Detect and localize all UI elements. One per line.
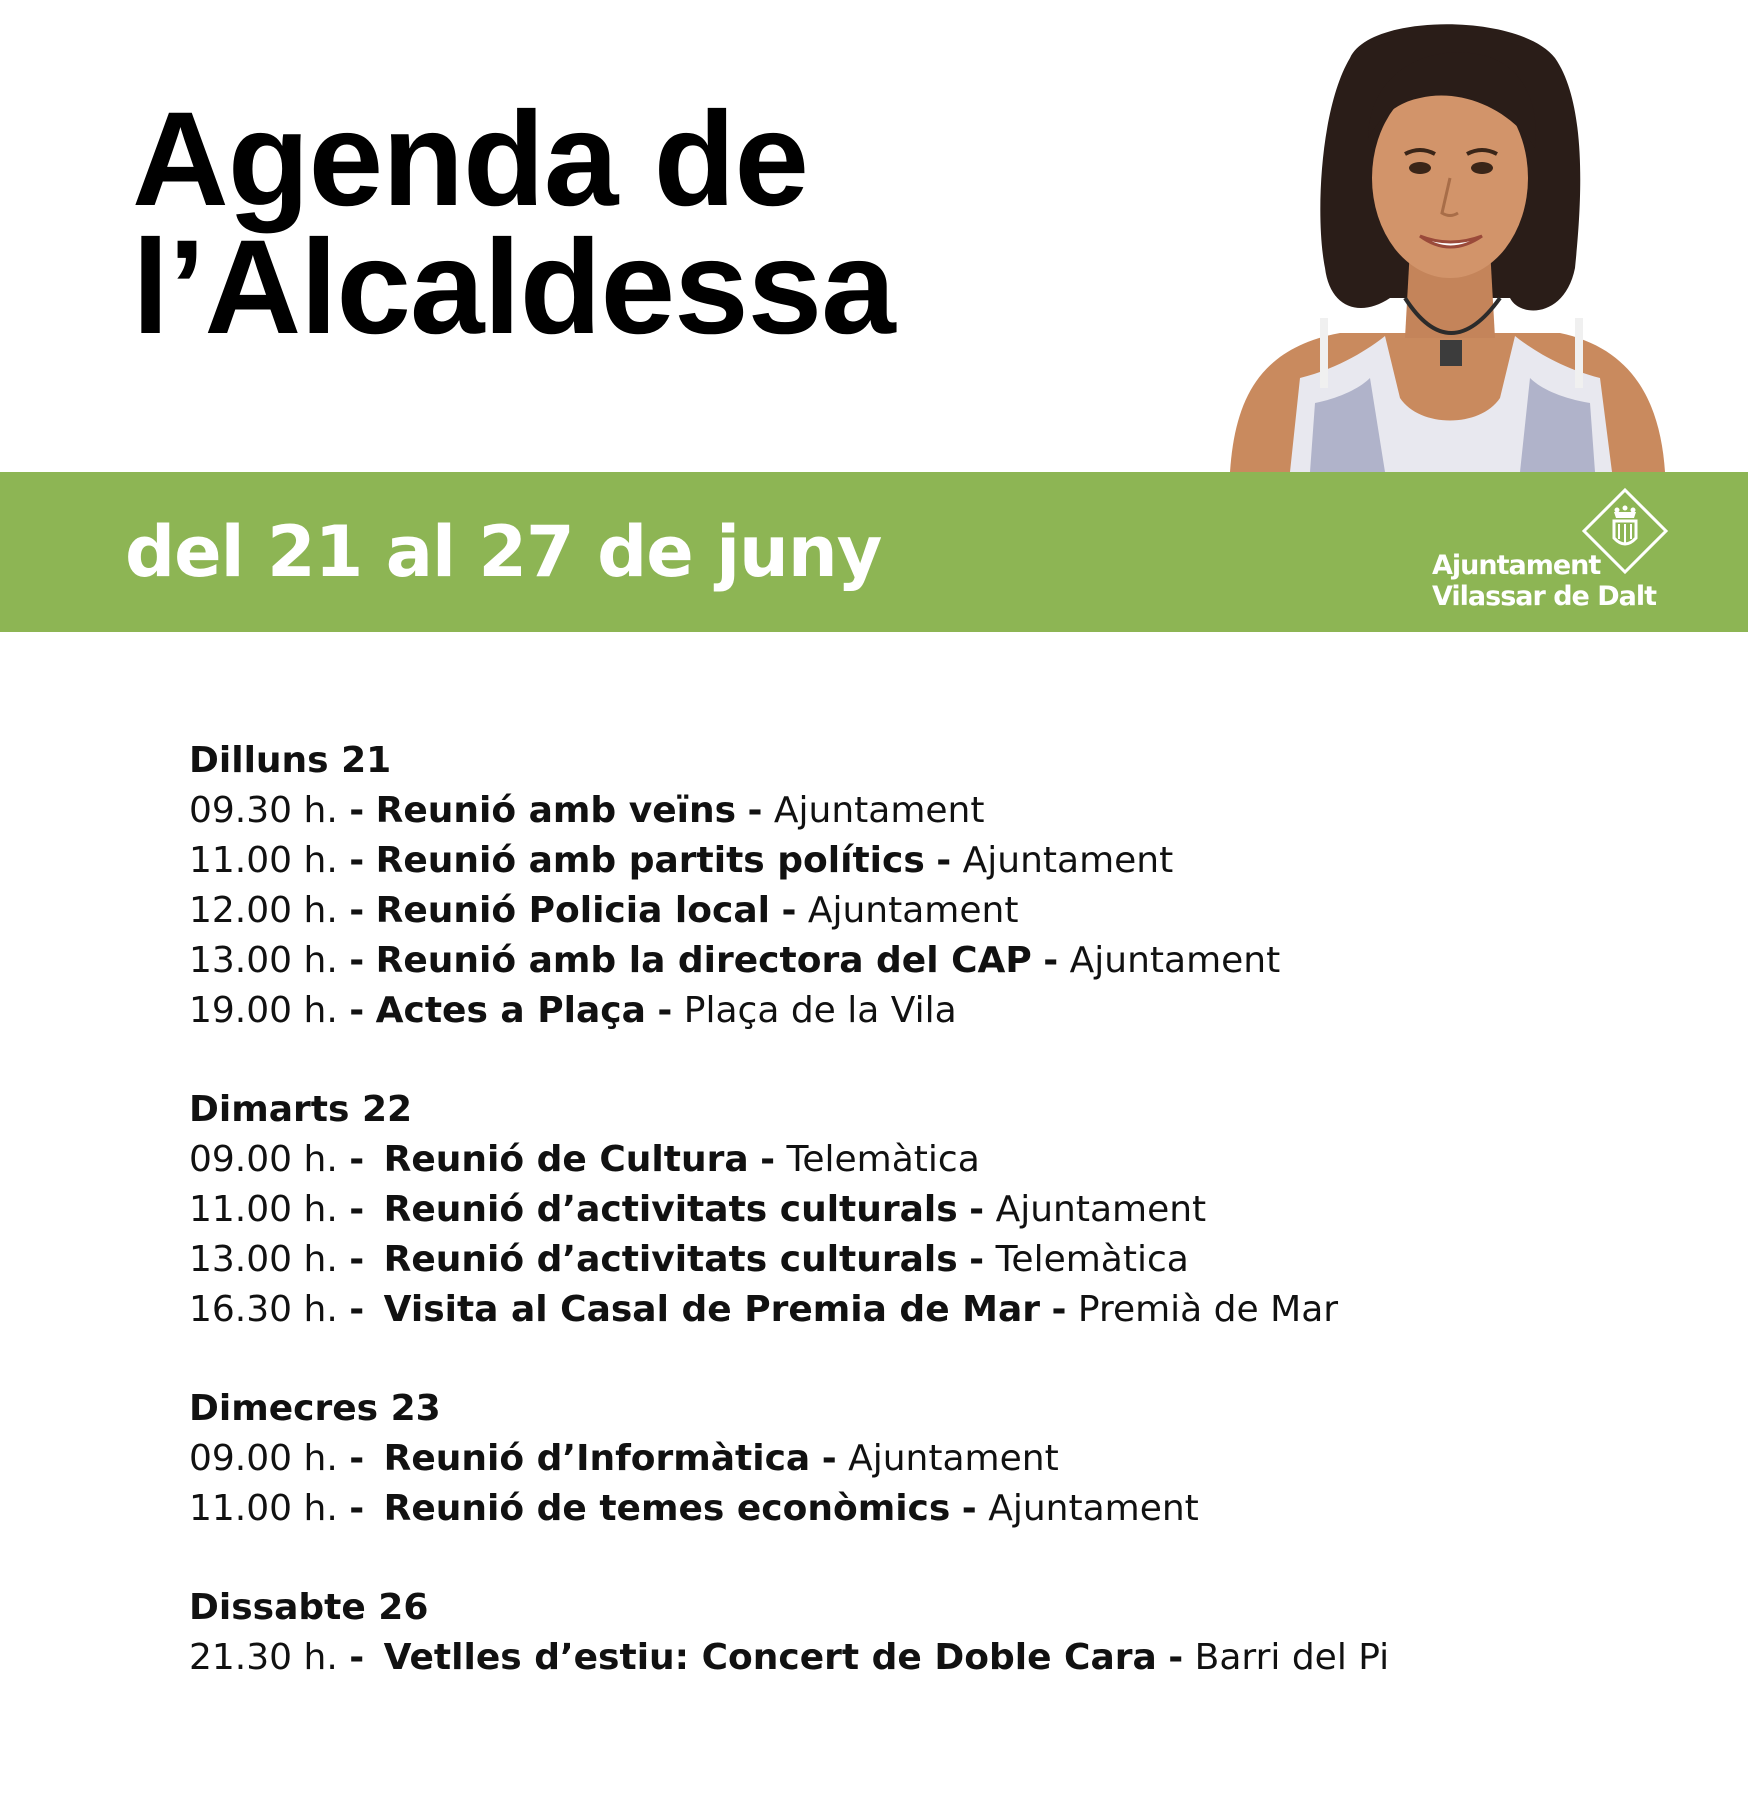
entry-time: 09.00 h.	[189, 1438, 338, 1479]
entry-time: 21.30 h.	[189, 1637, 338, 1678]
title-line-1: Agenda de	[132, 85, 808, 234]
entry-place: Ajuntament	[773, 790, 985, 831]
page-title	[132, 85, 895, 362]
agenda-entry	[189, 836, 1639, 886]
entry-separator: -	[349, 1488, 365, 1529]
entry-separator: -	[349, 790, 365, 831]
agenda-entry	[189, 786, 1639, 836]
agenda-entry	[189, 1484, 1639, 1534]
entry-place: Premià de Mar	[1077, 1289, 1339, 1330]
entry-separator: -	[349, 1139, 365, 1180]
entry-place: Telemàtica	[995, 1239, 1189, 1280]
day-section	[189, 1583, 1639, 1683]
entry-event: Reunió d’Informàtica	[383, 1438, 811, 1479]
entry-event: Reunió de temes econòmics	[383, 1488, 951, 1529]
brand-text	[1432, 550, 1656, 612]
entry-separator: -	[969, 1239, 985, 1280]
agenda-entry	[189, 1185, 1639, 1235]
entry-event: Reunió d’activitats culturals	[383, 1239, 958, 1280]
entry-separator: -	[747, 790, 763, 831]
entry-separator: -	[1168, 1637, 1184, 1678]
agenda-list	[189, 736, 1639, 1732]
entry-place: Ajuntament	[807, 890, 1019, 931]
entry-separator: -	[349, 1637, 365, 1678]
day-section	[189, 1384, 1639, 1534]
entry-separator: -	[1043, 940, 1059, 981]
entry-place: Telemàtica	[786, 1139, 980, 1180]
entry-time: 11.00 h.	[189, 1189, 338, 1230]
entry-separator: -	[349, 890, 365, 931]
entry-time: 13.00 h.	[189, 1239, 338, 1280]
entry-separator: -	[349, 940, 365, 981]
entry-separator: -	[821, 1438, 837, 1479]
entry-separator: -	[936, 840, 952, 881]
entry-place: Plaça de la Vila	[683, 990, 957, 1031]
entry-place: Ajuntament	[988, 1488, 1199, 1529]
entry-place: Ajuntament	[1069, 940, 1281, 981]
agenda-entry	[189, 1135, 1639, 1185]
agenda-entry	[189, 1434, 1639, 1484]
agenda-entry	[189, 886, 1639, 936]
entry-event: Reunió d’activitats culturals	[383, 1189, 958, 1230]
entry-event: Vetlles d’estiu: Concert de Doble Cara	[383, 1637, 1157, 1678]
entry-place: Ajuntament	[962, 840, 1174, 881]
brand-line-1: Ajuntament	[1432, 550, 1601, 581]
entry-time: 09.00 h.	[189, 1139, 338, 1180]
entry-separator: -	[781, 890, 797, 931]
entry-separator: -	[969, 1189, 985, 1230]
entry-separator: -	[349, 1289, 365, 1330]
entry-time: 09.30 h.	[189, 790, 338, 831]
entry-event: Actes a Plaça	[375, 990, 646, 1031]
entry-event: Reunió de Cultura	[383, 1139, 749, 1180]
entry-place: Ajuntament	[848, 1438, 1059, 1479]
agenda-entry	[189, 1285, 1639, 1335]
agenda-entry	[189, 1235, 1639, 1285]
day-section	[189, 736, 1639, 1036]
day-title: Dilluns 21	[189, 740, 392, 781]
entry-time: 13.00 h.	[189, 940, 338, 981]
ajuntament-logo	[1430, 486, 1680, 616]
day-title: Dimecres 23	[189, 1388, 441, 1429]
entry-event: Reunió amb la directora del CAP	[375, 940, 1032, 981]
entry-time: 19.00 h.	[189, 990, 338, 1031]
agenda-entry	[189, 986, 1639, 1036]
entry-time: 11.00 h.	[189, 1488, 338, 1529]
entry-separator: -	[1051, 1289, 1067, 1330]
entry-event: Reunió Policia local	[375, 890, 770, 931]
title-line-2: l’Alcaldessa	[132, 213, 895, 362]
entry-time: 16.30 h.	[189, 1289, 338, 1330]
date-range: del 21 al 27 de juny	[125, 511, 882, 593]
day-title: Dissabte 26	[189, 1587, 429, 1628]
entry-event: Reunió amb veïns	[375, 790, 737, 831]
entry-separator: -	[961, 1488, 977, 1529]
entry-separator: -	[349, 1438, 365, 1479]
entry-separator: -	[349, 1239, 365, 1280]
day-title: Dimarts 22	[189, 1089, 413, 1130]
day-section	[189, 1085, 1639, 1335]
entry-place: Ajuntament	[995, 1189, 1207, 1230]
entry-event: Reunió amb partits polítics	[375, 840, 925, 881]
entry-separator: -	[349, 1189, 365, 1230]
entry-separator: -	[760, 1139, 776, 1180]
date-band	[0, 472, 1748, 632]
header	[0, 0, 1748, 472]
entry-separator: -	[349, 990, 365, 1031]
agenda-entry	[189, 1633, 1639, 1683]
agenda-entry	[189, 936, 1639, 986]
mayor-portrait	[1220, 18, 1680, 472]
entry-time: 11.00 h.	[189, 840, 338, 881]
entry-separator: -	[657, 990, 673, 1031]
entry-event: Visita al Casal de Premia de Mar	[383, 1289, 1041, 1330]
entry-time: 12.00 h.	[189, 890, 338, 931]
entry-place: Barri del Pi	[1194, 1637, 1390, 1678]
entry-separator: -	[349, 840, 365, 881]
brand-line-2: Vilassar de Dalt	[1432, 581, 1657, 612]
